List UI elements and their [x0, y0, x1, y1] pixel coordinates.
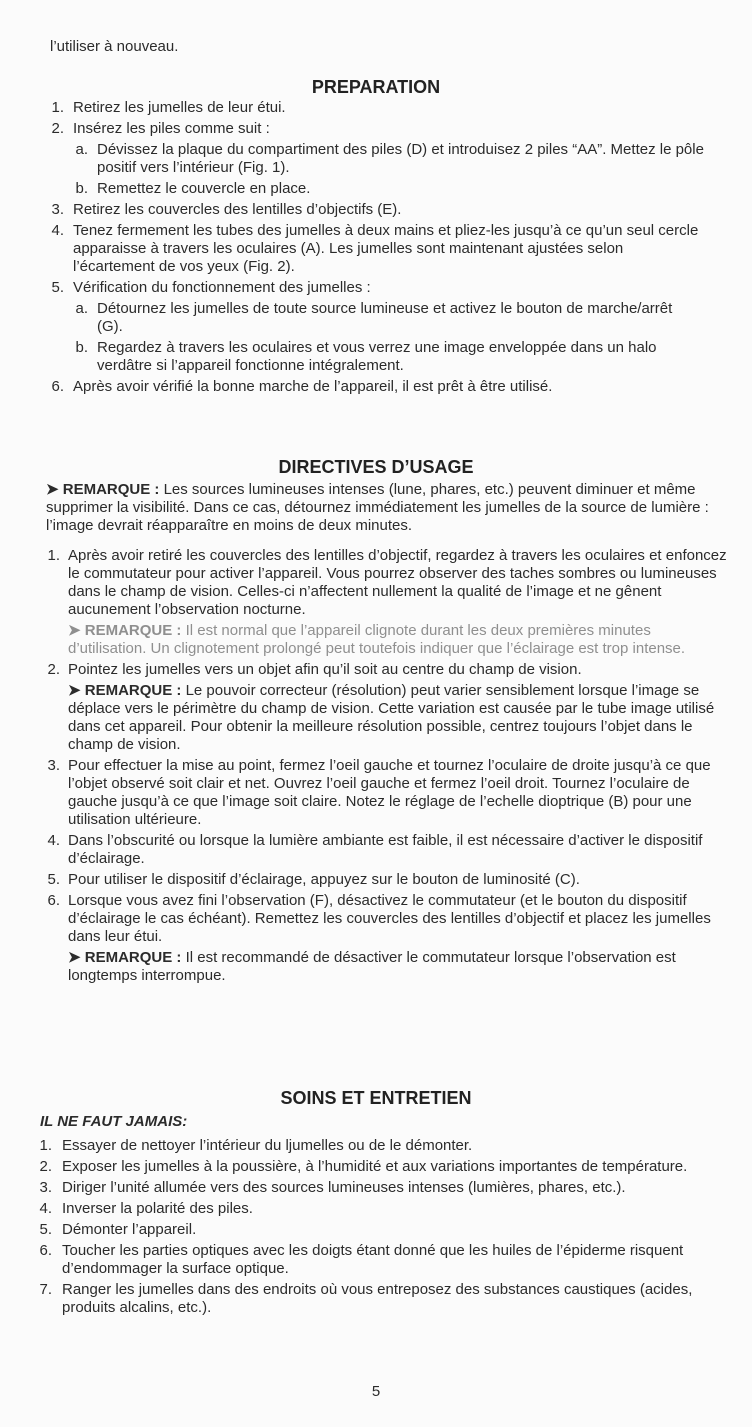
note-text: Il est normal que l’appareil clignote durant les deux premières minutes d’utilisation. Un clignotement prolongé peut toutefois indiquer que l’éclairage est trop intense. — [68, 622, 686, 657]
list-subitem — [0, 180, 752, 198]
item-text: Dans l’obscurité ou lorsque la lumière ambiante est faible, il est nécessaire d’activer le dispositif d’éclairage. — [68, 832, 703, 867]
item-number: 3. — [47, 757, 60, 774]
item-number: 7. — [39, 1281, 52, 1298]
list-item — [0, 378, 752, 396]
list-item — [0, 1242, 752, 1278]
item-number: 5. — [47, 871, 60, 888]
item-text: Inverser la polarité des piles. — [62, 1200, 253, 1217]
list-item — [0, 892, 752, 946]
item-number: 2. — [51, 120, 64, 137]
care-subtitle: IL NE FAUT JAMAIS: — [40, 1113, 188, 1130]
item-text: Pour utiliser le dispositif d’éclairage, appuyez sur le bouton de luminosité (C). — [68, 871, 580, 888]
item-number: 6. — [51, 378, 64, 395]
list-item — [0, 661, 752, 679]
item-text: Tenez fermement les tubes des jumelles à deux mains et pliez-les jusqu’à ce qu’un seul cercle apparaisse à travers les oculaires (A). Les jumelles sont maintenant ajustées selon l’écartement de vos yeux (Fig. 2). — [73, 222, 699, 275]
note-text: Il est recommandé de désactiver le commutateur lorsque l’observation est longtemps interrompue. — [68, 949, 676, 984]
item-number: 1. — [39, 1137, 52, 1154]
note-label: ➤ REMARQUE : — [68, 622, 182, 639]
subitem-letter: b. — [75, 339, 88, 356]
list-item — [0, 1179, 752, 1197]
subitem-letter: a. — [75, 141, 88, 158]
item-number: 5. — [39, 1221, 52, 1238]
inline-note — [68, 622, 718, 658]
item-number: 1. — [51, 99, 64, 116]
preparation-title: PREPARATION — [311, 77, 441, 97]
item-number: 4. — [39, 1200, 52, 1217]
list-item — [0, 1137, 752, 1155]
item-text: Pour effectuer la mise au point, fermez l’oeil gauche et tournez l’oculaire de droite jusqu’à ce que l’objet observé soit clair et net. Ouvrez l’oeil gauche et fermez l’oeil droit. Tournez l’oculaire de gauche jusqu’à ce que l’image soit claire. Notez le réglage de l’echelle dioptrique (B) pour une utilisation ultérieure. — [68, 757, 711, 828]
item-text: Retirez les couvercles des lentilles d’objectifs (E). — [73, 201, 402, 218]
item-text: Toucher les parties optiques avec les doigts étant donné que les huiles de l’épiderme risquent d’endommager la surface optique. — [62, 1242, 684, 1277]
list-item — [0, 1281, 752, 1317]
item-text: Essayer de nettoyer l’intérieur du ljumelles ou de le démonter. — [62, 1137, 473, 1154]
list-subitem — [0, 141, 752, 177]
item-number: 5. — [51, 279, 64, 296]
list-item — [0, 279, 752, 297]
subitem-text: Détournez les jumelles de toute source lumineuse et activez le bouton de marche/arrêt (G). — [97, 300, 673, 335]
inline-note — [68, 682, 718, 754]
directives-title: DIRECTIVES D’USAGE — [278, 457, 474, 477]
subitem-letter: b. — [75, 180, 88, 197]
note-text: Les sources lumineuses intenses (lune, phares, etc.) peuvent diminuer et même supprimer la visibilité. Dans ce cas, détournez immédiatement les jumelles de la source de lumière : l’image devrait réapparaître en moins de deux minutes. — [46, 481, 709, 534]
list-item — [0, 547, 752, 619]
item-text: Démonter l’appareil. — [62, 1221, 197, 1238]
list-subitem — [0, 300, 752, 336]
item-text: Retirez les jumelles de leur étui. — [73, 99, 286, 116]
page-number: 5 — [371, 1383, 381, 1400]
item-number: 2. — [47, 661, 60, 678]
item-number: 3. — [39, 1179, 52, 1196]
note-label: ➤ REMARQUE : — [68, 682, 182, 699]
list-item — [0, 99, 752, 117]
list-item — [0, 222, 752, 276]
subitem-text: Regardez à travers les oculaires et vous verrez une image enveloppée dans un halo verdâtre si l’appareil fonctionne intégralement. — [97, 339, 657, 374]
item-text: Exposer les jumelles à la poussière, à l’humidité et aux variations importantes de température. — [62, 1158, 688, 1175]
list-item — [0, 1158, 752, 1176]
care-list — [0, 1137, 752, 1320]
preparation-list — [0, 99, 752, 399]
list-item — [0, 120, 752, 138]
note-text: Le pouvoir correcteur (résolution) peut varier sensiblement lorsque l’image se déplace vers le périmètre du champ de vision. Cette variation est causée par le tube image utilisé dans cet appareil. Pour obtenir la meilleure résolution possible, centrez toujours l’objet dans le champ de vision. — [68, 682, 715, 753]
directives-list — [0, 547, 752, 988]
list-item — [0, 201, 752, 219]
item-text: Lorsque vous avez fini l’observation (F), désactivez le commutateur (et le bouton du dispositif d’éclairage le cas échéant). Remettez les couvercles des lentilles d’objectif et placez les jumelles dans leur étui. — [68, 892, 711, 945]
intro-text: l’utiliser à nouveau. — [50, 38, 179, 55]
list-item — [0, 832, 752, 868]
note-label: ➤ REMARQUE : — [46, 481, 160, 498]
list-item — [0, 1200, 752, 1218]
item-number: 3. — [51, 201, 64, 218]
care-title: SOINS ET ENTRETIEN — [280, 1088, 472, 1108]
note-label: ➤ REMARQUE : — [68, 949, 182, 966]
item-number: 4. — [51, 222, 64, 239]
subitem-letter: a. — [75, 300, 88, 317]
subitem-text: Dévissez la plaque du compartiment des piles (D) et introduisez 2 piles “AA”. Mettez le pôle positif vers l’intérieur (Fig. 1). — [97, 141, 704, 176]
list-item — [0, 757, 752, 829]
item-text: Pointez les jumelles vers un objet afin qu’il soit au centre du champ de vision. — [68, 661, 582, 678]
item-number: 4. — [47, 832, 60, 849]
note-paragraph — [46, 481, 730, 535]
subitem-text: Remettez le couvercle en place. — [97, 180, 311, 197]
item-text: Diriger l’unité allumée vers des sources lumineuses intenses (lumières, phares, etc.). — [62, 1179, 626, 1196]
item-text: Insérez les piles comme suit : — [73, 120, 270, 137]
item-number: 6. — [47, 892, 60, 909]
item-text: Vérification du fonctionnement des jumelles : — [73, 279, 371, 296]
item-number: 6. — [39, 1242, 52, 1259]
list-item — [0, 1221, 752, 1239]
inline-note — [68, 949, 718, 985]
item-number: 2. — [39, 1158, 52, 1175]
item-text: Après avoir vérifié la bonne marche de l’appareil, il est prêt à être utilisé. — [73, 378, 553, 395]
list-item — [0, 871, 752, 889]
list-subitem — [0, 339, 752, 375]
item-number: 1. — [47, 547, 60, 564]
item-text: Ranger les jumelles dans des endroits où vous entreposez des substances caustiques (acides, produits alcalins, etc.). — [62, 1281, 693, 1316]
item-text: Après avoir retiré les couvercles des lentilles d’objectif, regardez à travers les oculaires et enfoncez le commutateur pour activer l’appareil. Vous pourrez observer des taches sombres ou lumineuses dans le champ de vision. Celles-ci n’affectent nullement la qualité de l’image et ne gênent aucunement l’observation nocturne. — [68, 547, 727, 618]
